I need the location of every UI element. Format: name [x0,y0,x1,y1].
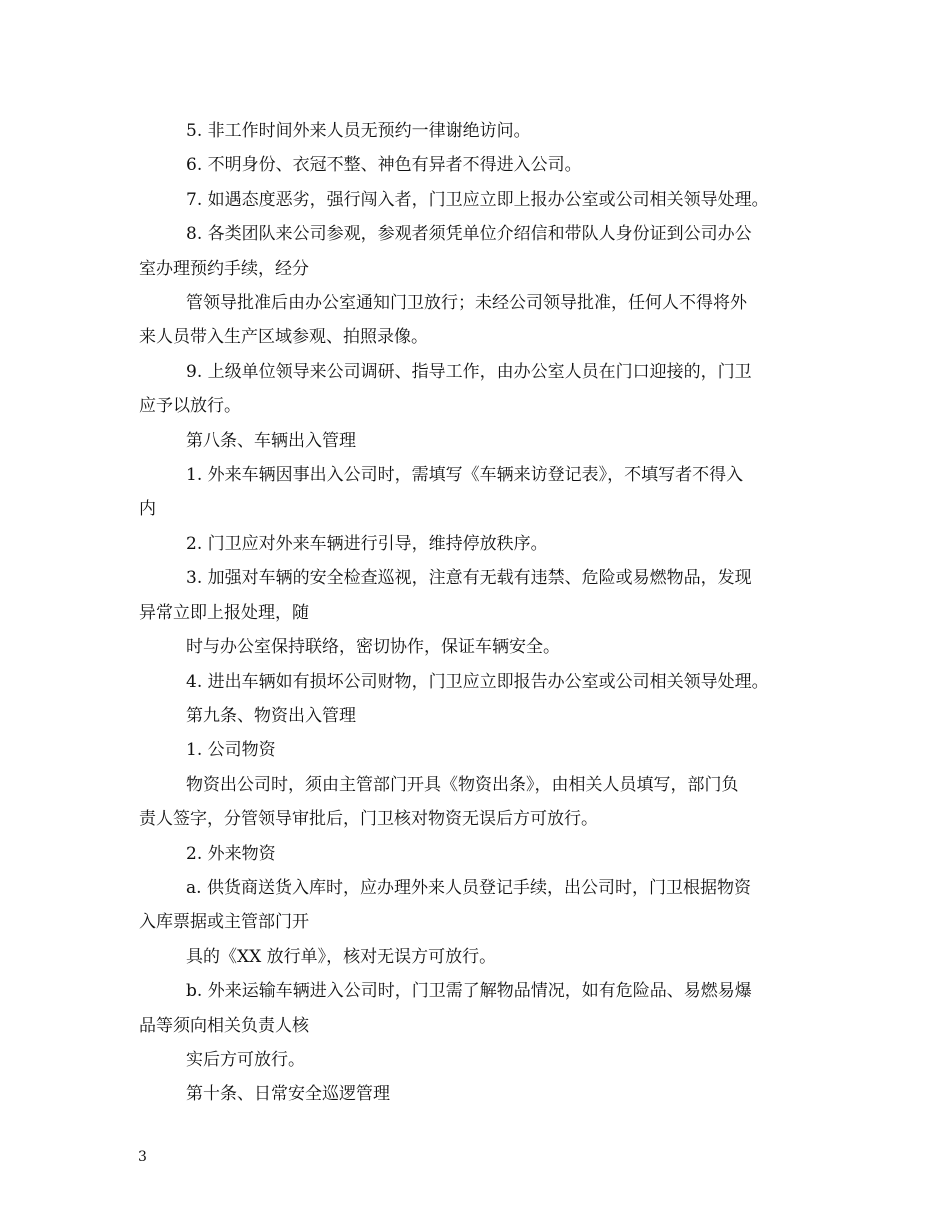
paragraph-line: 内 [139,499,156,520]
paragraph-line: 2. 门卫应对外来车辆进行引导，维持停放秩序。 [186,533,548,554]
paragraph [139,940,819,974]
paragraph-line: 第八条、车辆出入管理 [186,430,356,451]
paragraph [139,871,819,940]
paragraph [139,458,819,527]
paragraph [139,114,819,148]
paragraph-line: 实后方可放行。 [186,1049,305,1070]
paragraph-line: 5. 非工作时间外来人员无预约一律谢绝访问。 [186,121,531,141]
paragraph [139,837,819,871]
paragraph-line: a. 供货商送货入库时，应办理外来人员登记手续，出公司时，门卫根据物资 [186,877,751,898]
paragraph-line: 第九条、物资出入管理 [186,705,356,726]
paragraph-line: b. 外来运输车辆进入公司时，门卫需了解物品情况，如有危险品、易燃易爆 [186,981,752,1002]
paragraph-line: 6. 不明身份、衣冠不整、神色有异者不得进入公司。 [186,155,582,176]
paragraph [139,217,819,286]
paragraph [139,733,819,767]
paragraph-line: 2. 外来物资 [186,843,276,864]
paragraph [139,183,819,217]
page-number: 3 [138,1149,147,1165]
paragraph [139,527,819,561]
paragraph-line: 品等须向相关负责人核 [139,1015,309,1036]
paragraph-line: 4. 进出车辆如有损坏公司财物，门卫应立即报告办公室或公司相关领导处理。 [186,671,769,692]
paragraph-line: 8. 各类团队来公司参观，参观者须凭单位介绍信和带队人身份证到公司办公 [186,224,752,245]
paragraph-line: 室办理预约手续，经分 [139,258,309,279]
paragraph [139,630,819,664]
paragraph [139,665,819,699]
paragraph-line: 责人签字，分管领导审批后，门卫核对物资无误后方可放行。 [139,809,598,830]
paragraph-line: 来人员带入生产区域参观、拍照录像。 [139,327,428,348]
paragraph-line: 1. 外来车辆因事出入公司时，需填写《车辆来访登记表》，不填写者不得入 [186,465,744,486]
document-body [139,114,819,1112]
paragraph-line: 异常立即上报处理，随 [139,602,309,623]
paragraph-line: 管领导批准后由办公室通知门卫放行；未经公司领导批准，任何人不得将外 [186,293,747,314]
paragraph [139,1043,819,1077]
paragraph [139,699,819,733]
paragraph-line: 1. 公司物资 [186,740,276,761]
paragraph-line: 第十条、日常安全巡逻管理 [186,1084,390,1105]
paragraph-line: 应予以放行。 [139,396,241,417]
paragraph [139,148,819,182]
paragraph [139,424,819,458]
paragraph-line: 7. 如遇态度恶劣，强行闯入者，门卫应立即上报办公室或公司相关领导处理。 [186,189,769,210]
paragraph-line: 3. 加强对车辆的安全检查巡视，注意有无载有违禁、危险或易燃物品，发现 [186,568,752,589]
paragraph [139,1077,819,1111]
paragraph-line: 具的《XX 放行单》，核对无误方可放行。 [186,946,497,967]
paragraph [139,355,819,424]
paragraph [139,286,819,355]
paragraph-line: 时与办公室保持联络，密切协作，保证车辆安全。 [186,637,560,658]
paragraph-line: 9. 上级单位领导来公司调研、指导工作，由办公室人员在门口迎接的，门卫 [186,361,752,382]
paragraph-line: 入库票据或主管部门开 [139,912,309,933]
paragraph [139,768,819,837]
paragraph [139,561,819,630]
paragraph-line: 物资出公司时，须由主管部门开具《物资出条》，由相关人员填写，部门负 [186,774,739,795]
paragraph [139,974,819,1043]
